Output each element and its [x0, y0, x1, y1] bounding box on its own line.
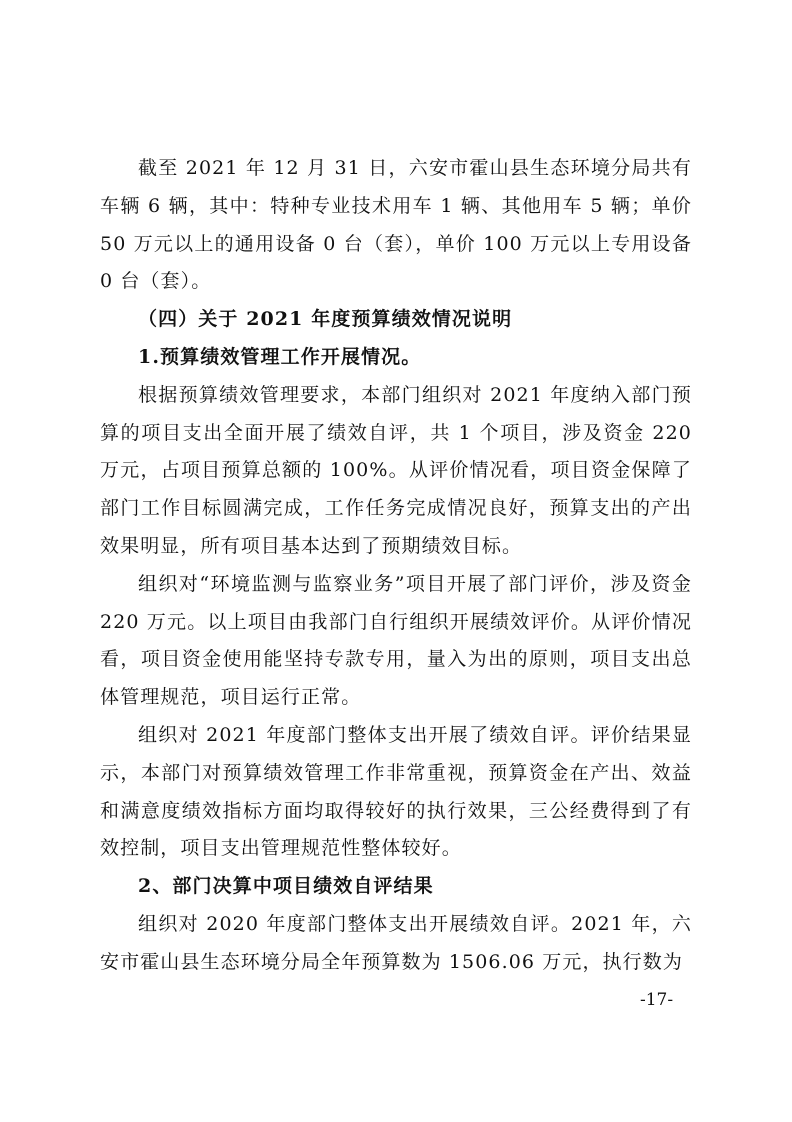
document-body — [100, 150, 692, 982]
paragraph-vehicles: 截至 2021 年 12 月 31 日，六安市霍山县生态环境分局共有车辆 6 辆，其中：特种专业技术用车 1 辆、其他用车 5 辆；单价 50 万元以上的通用设备 0 台（套），单价 100 万元以上专用设备 0 台（套）。 — [100, 157, 692, 293]
section-heading-budget-performance: （四）关于 2021 年度预算绩效情况说明 — [138, 308, 513, 331]
page-number: -17- — [640, 990, 674, 1010]
paragraph-self-evaluation: 根据预算绩效管理要求，本部门组织对 2021 年度纳入部门预算的项目支出全面开展了绩效自评，共 1 个项目，涉及资金 220 万元，占项目预算总额的 100%。从评价情况看，项目资金保障了部门工作目标圆满完成，工作任务完成情况良好，预算支出的产出效果明显，所有项目基本达到了预期绩效目标。 — [100, 383, 692, 557]
subheading-project-results: 2、部门决算中项目绩效自评结果 — [138, 875, 434, 898]
subheading-management-work: 1.预算绩效管理工作开展情况。 — [138, 345, 422, 368]
paragraph-final-budget: 组织对 2020 年度部门整体支出开展绩效自评。2021 年，六安市霍山县生态环境分局全年预算数为 1506.06 万元，执行数为 — [100, 912, 692, 973]
paragraph-overall-expenditure: 组织对 2021 年度部门整体支出开展了绩效自评。评价结果显示，本部门对预算绩效管理工作非常重视，预算资金在产出、效益和满意度绩效指标方面均取得较好的执行效果，三公经费得到了有效控制，项目支出管理规范性整体较好。 — [100, 723, 692, 860]
paragraph-department-evaluation: 组织对“环境监测与监察业务”项目开展了部门评价，涉及资金 220 万元。以上项目由我部门自行组织开展绩效评价。从评价情况看，项目资金使用能坚持专款专用，量入为出的原则，项目支出总体管理规范，项目运行正常。 — [100, 572, 692, 709]
